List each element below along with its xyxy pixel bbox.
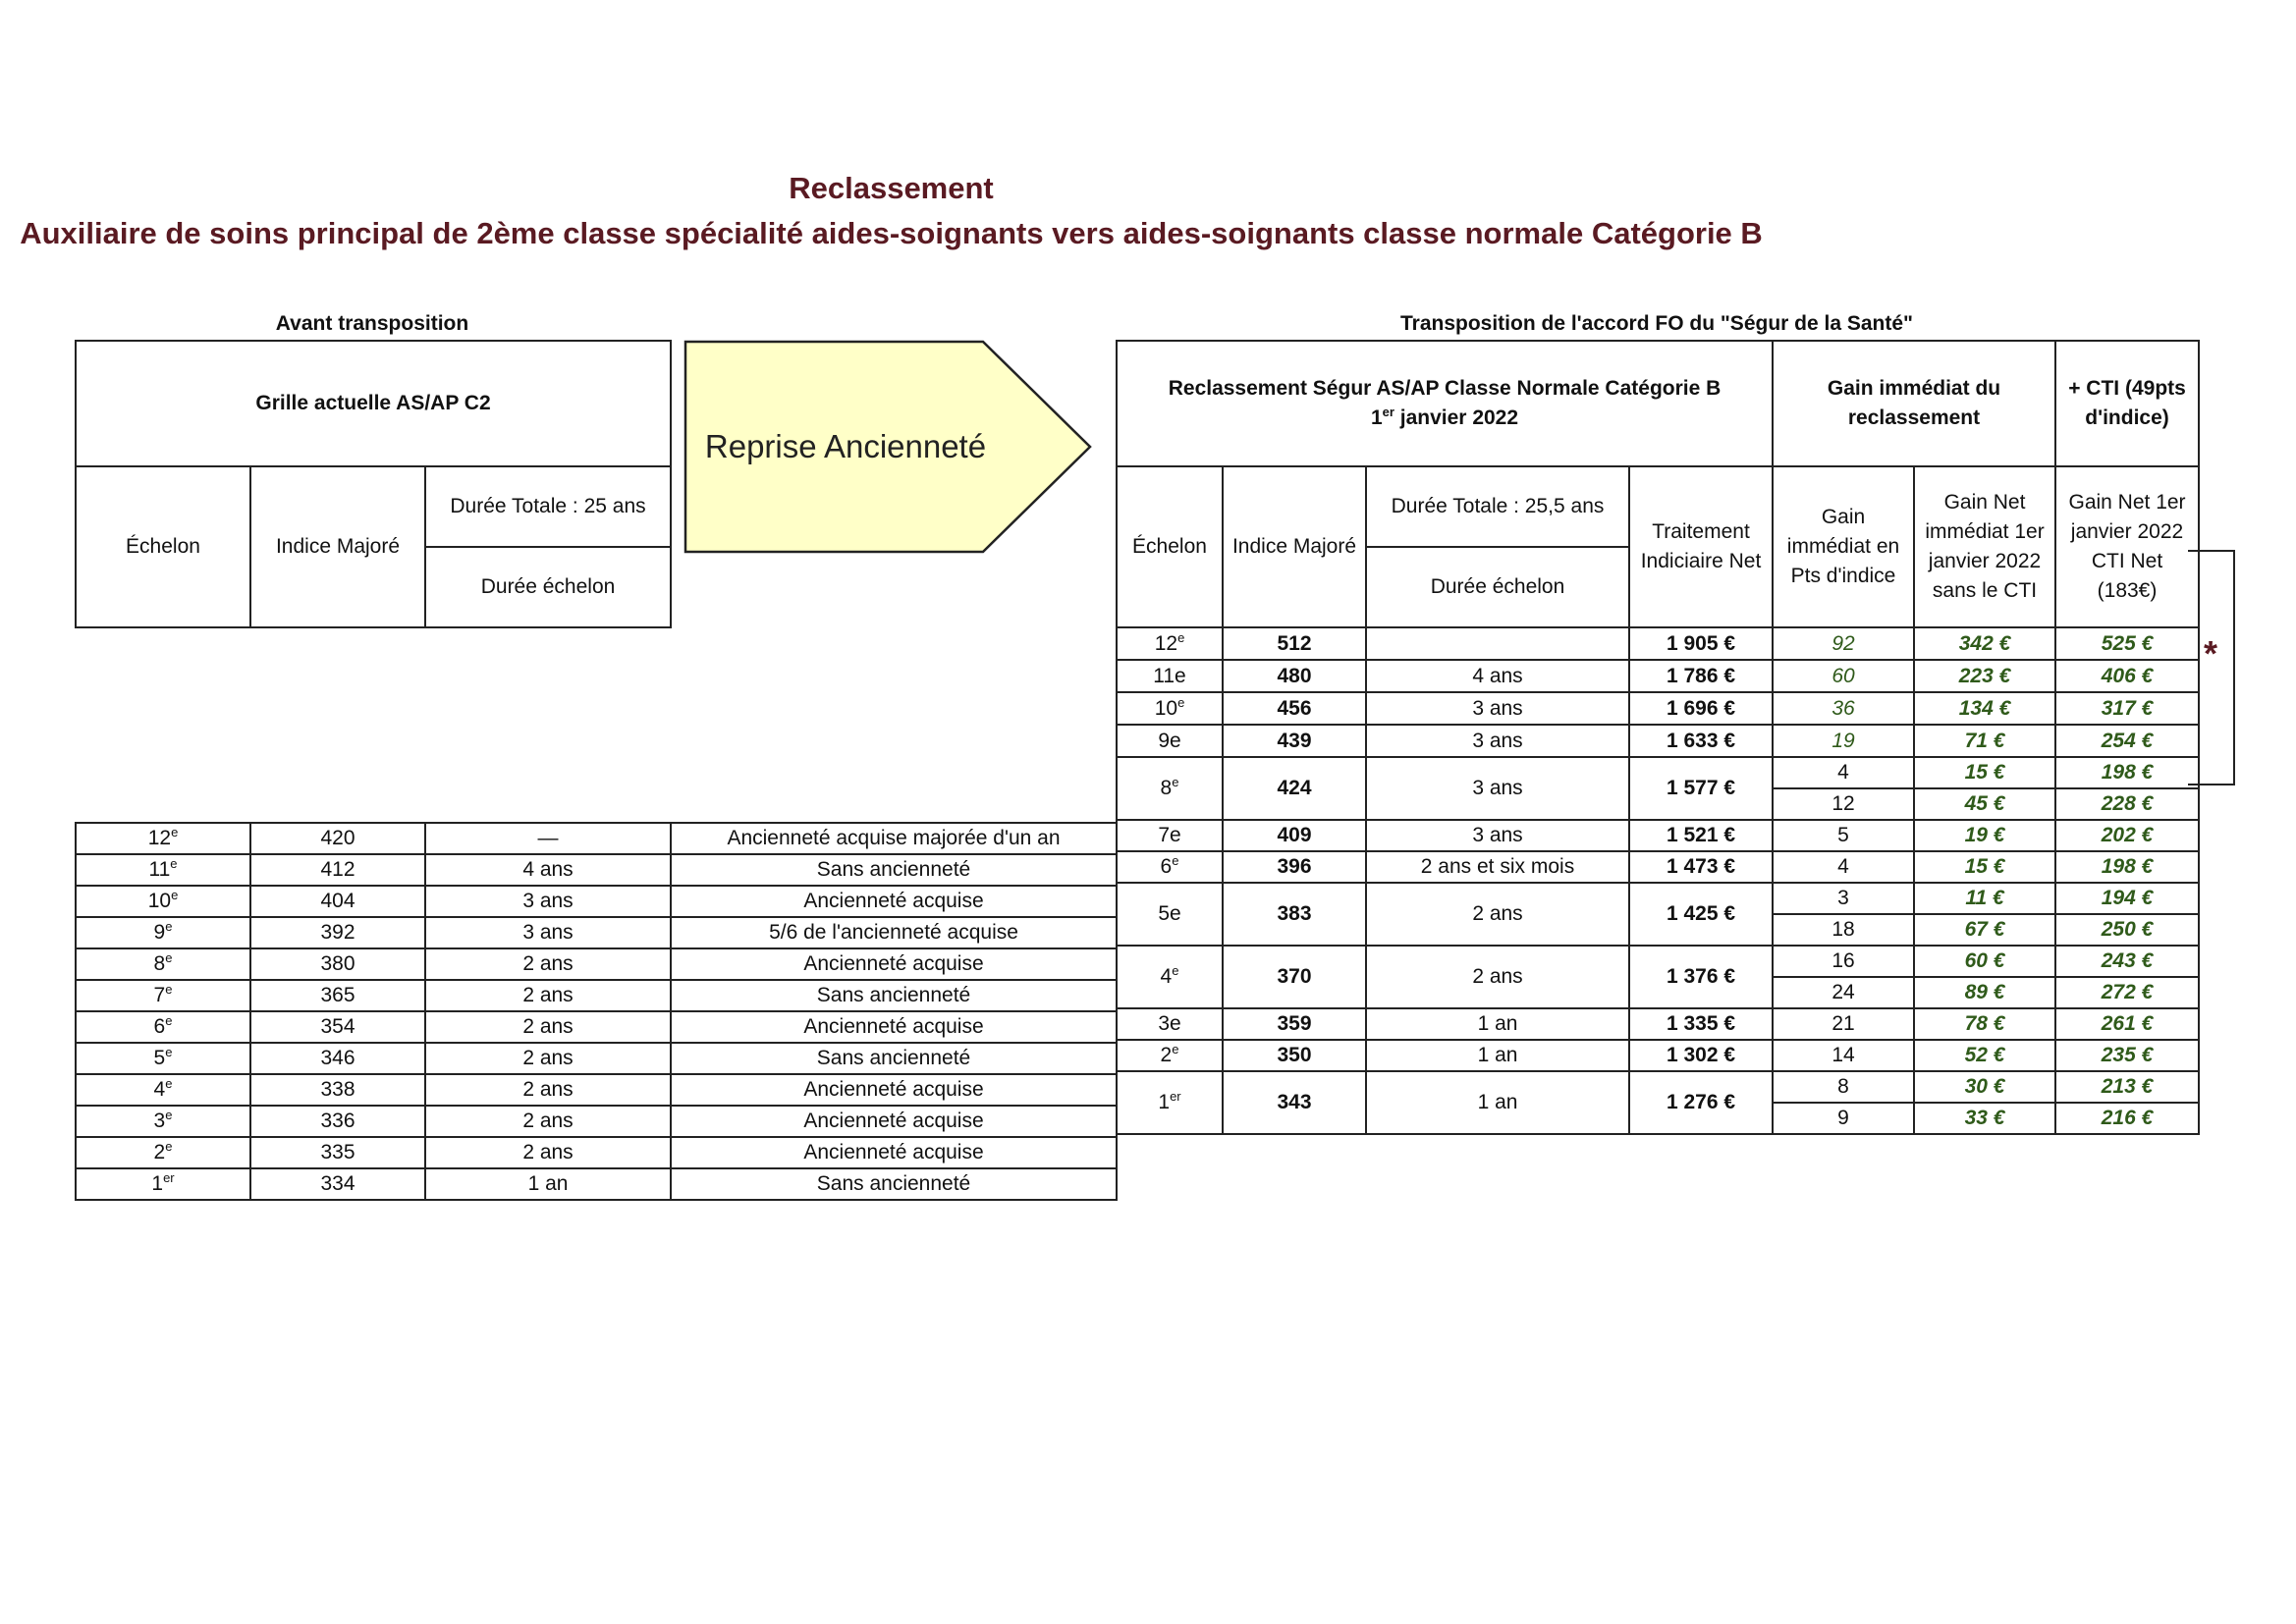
echelon-suffix: e [1172,963,1179,978]
echelon-suffix: e [165,950,173,965]
reprise-cell: Ancienneté acquise [671,1106,1117,1137]
echelon-suffix: er [1170,1089,1181,1104]
duree-cell [1366,627,1629,660]
indice-cell: 420 [250,823,425,854]
reprise-cell: Ancienneté acquise [671,948,1117,980]
table-row [76,980,1117,1011]
duree-cell: 3 ans [1366,692,1629,725]
duree-cell: 2 ans [1366,946,1629,1008]
indice-cell: 512 [1223,627,1366,660]
gain-cti-cell: 317 € [2055,692,2199,725]
table-row [76,886,1117,917]
echelon-cell [76,1043,250,1074]
echelon-number: 1 [1158,1091,1171,1113]
gain-net-cell: 30 € [1914,1071,2055,1103]
echelon-cell [76,823,250,854]
echelon-suffix: e [171,825,179,839]
echelon-suffix: e [165,1045,173,1059]
group-reclassement-num: 1 [1370,406,1383,429]
traitement-cell: 1 473 € [1629,851,1773,883]
echelon-suffix: e [1172,853,1179,868]
table-row [76,917,1117,948]
echelon-number: 3e [1158,1012,1181,1035]
echelon-number: 4 [1160,965,1173,988]
echelon-cell [1117,820,1223,851]
echelon-number: 11 [148,858,171,881]
indice-cell: 343 [1223,1071,1366,1134]
gain-net-cell: 67 € [1914,914,2055,946]
traitement-cell: 1 577 € [1629,757,1773,820]
arrow-label: Reprise Ancienneté [704,428,987,464]
table-row [1117,1008,2199,1040]
gain-net-cell: 45 € [1914,788,2055,820]
traitement-cell: 1 302 € [1629,1040,1773,1071]
gain-net-cell: 15 € [1914,757,2055,788]
echelon-cell [76,886,250,917]
table-row [1117,820,2199,851]
group-cti: + CTI (49pts d'indice) [2055,341,2199,466]
grid-title: Grille actuelle AS/AP C2 [76,341,671,466]
duree-cell: 3 ans [425,886,671,917]
right-col-gain-net: Gain Net immédiat 1er janvier 2022 sans le CTI [1914,466,2055,627]
indice-cell: 335 [250,1137,425,1168]
echelon-cell [1117,1040,1223,1071]
echelon-number: 10 [1154,696,1178,720]
left-col-duree-echelon: Durée échelon [425,547,671,627]
gain-pts-cell: 8 [1773,1071,1914,1103]
echelon-number: 5 [153,1047,166,1069]
gain-cti-cell: 272 € [2055,977,2199,1008]
duree-cell: 1 an [1366,1040,1629,1071]
note-marker: * [2204,633,2218,674]
echelon-cell [76,1137,250,1168]
reprise-cell: Sans ancienneté [671,1043,1117,1074]
indice-cell: 346 [250,1043,425,1074]
echelon-number: 7 [153,984,166,1006]
echelon-number: 8 [1160,777,1173,799]
gain-cti-cell: 254 € [2055,725,2199,757]
gain-net-cell: 223 € [1914,660,2055,692]
reprise-cell: Sans ancienneté [671,980,1117,1011]
left-col-echelon: Échelon [76,466,250,627]
duree-cell: 3 ans [1366,757,1629,820]
reprise-cell: Ancienneté acquise [671,1137,1117,1168]
gain-pts-cell: 19 [1773,725,1914,757]
duree-cell: 2 ans et six mois [1366,851,1629,883]
indice-cell: 409 [1223,820,1366,851]
gain-net-cell: 89 € [1914,977,2055,1008]
table-row [76,1106,1117,1137]
reprise-cell: Ancienneté acquise [671,1074,1117,1106]
echelon-cell [1117,1071,1223,1134]
gain-cti-cell: 525 € [2055,627,2199,660]
duree-cell: 4 ans [425,854,671,886]
echelon-suffix: e [165,1108,173,1122]
gain-net-cell: 33 € [1914,1103,2055,1134]
echelon-suffix: e [1172,775,1179,789]
traitement-cell: 1 425 € [1629,883,1773,946]
gain-pts-cell: 92 [1773,627,1914,660]
duree-cell: 3 ans [425,917,671,948]
gain-pts-cell: 12 [1773,788,1914,820]
indice-cell: 350 [1223,1040,1366,1071]
duree-cell: 2 ans [425,1106,671,1137]
table-row [1117,851,2199,883]
duree-cell: — [425,823,671,854]
right-col-indice: Indice Majoré [1223,466,1366,627]
indice-cell: 365 [250,980,425,1011]
table-row [76,948,1117,980]
echelon-suffix: e [1172,1042,1179,1056]
reprise-cell: Ancienneté acquise [671,1011,1117,1043]
duree-cell: 2 ans [425,980,671,1011]
table-row [76,1011,1117,1043]
echelon-cell [1117,1008,1223,1040]
table-row [76,1074,1117,1106]
echelon-cell [1117,725,1223,757]
gain-net-cell: 15 € [1914,851,2055,883]
echelon-cell [1117,883,1223,946]
duree-cell: 1 an [1366,1071,1629,1134]
group-reclassement [1117,341,1773,466]
indice-cell: 338 [250,1074,425,1106]
table-row [76,1168,1117,1200]
gain-net-cell: 134 € [1914,692,2055,725]
echelon-number: 2 [153,1141,166,1164]
table-row [1117,757,2199,788]
duree-cell: 2 ans [425,948,671,980]
indice-cell: 359 [1223,1008,1366,1040]
echelon-number: 8 [153,952,166,975]
gain-cti-cell: 202 € [2055,820,2199,851]
indice-cell: 439 [1223,725,1366,757]
indice-cell: 336 [250,1106,425,1137]
gain-cti-cell: 194 € [2055,883,2199,914]
duree-cell: 1 an [1366,1008,1629,1040]
gain-pts-cell: 36 [1773,692,1914,725]
right-col-gain-cti: Gain Net 1er janvier 2022 CTI Net (183€) [2055,466,2199,627]
echelon-cell [76,917,250,948]
group-reclassement-line1: Reclassement Ségur AS/AP Classe Normale Catégorie B [1168,377,1722,400]
group-reclassement-rest: janvier 2022 [1394,406,1519,429]
echelon-suffix: e [165,1013,173,1028]
document-subtitle: Auxiliaire de soins principal de 2ème classe spécialité aides-soignants vers aides-soignants classe normale Catégorie B [20,216,1763,250]
echelon-cell [1117,851,1223,883]
traitement-cell: 1 696 € [1629,692,1773,725]
gain-net-cell: 71 € [1914,725,2055,757]
gain-pts-cell: 24 [1773,977,1914,1008]
right-col-duree-echelon: Durée échelon [1366,547,1629,627]
table-row [1117,883,2199,914]
table-row [76,823,1117,854]
gain-net-cell: 19 € [1914,820,2055,851]
gain-cti-cell: 213 € [2055,1071,2199,1103]
indice-cell: 370 [1223,946,1366,1008]
echelon-suffix: e [1177,694,1185,710]
table-row [1117,1071,2199,1103]
indice-cell: 354 [250,1011,425,1043]
indice-cell: 424 [1223,757,1366,820]
gain-pts-cell: 4 [1773,851,1914,883]
indice-cell: 396 [1223,851,1366,883]
duree-cell: 3 ans [1366,725,1629,757]
echelon-cell [1117,946,1223,1008]
gain-cti-cell: 406 € [2055,660,2199,692]
gain-pts-cell: 18 [1773,914,1914,946]
gain-cti-cell: 198 € [2055,757,2199,788]
table-row [76,854,1117,886]
reprise-cell: Ancienneté acquise [671,886,1117,917]
duree-cell: 2 ans [1366,883,1629,946]
table-row [1117,1040,2199,1071]
duree-cell: 4 ans [1366,660,1629,692]
right-section-label: Transposition de l'accord FO du "Ségur de la Santé" [1399,312,1913,335]
echelon-cell [76,1011,250,1043]
left-header-table [75,340,672,628]
echelon-suffix: e [1177,629,1185,645]
reprise-cell: 5/6 de l'ancienneté acquise [671,917,1117,948]
right-col-gain-pts: Gain immédiat en Pts d'indice [1773,466,1914,627]
left-col-duree-totale: Durée Totale : 25 ans [425,466,671,547]
table-row [76,1043,1117,1074]
echelon-suffix: e [165,982,173,997]
gain-pts-cell: 16 [1773,946,1914,977]
gain-pts-cell: 14 [1773,1040,1914,1071]
duree-cell: 3 ans [1366,820,1629,851]
echelon-cell [76,980,250,1011]
left-col-indice: Indice Majoré [250,466,425,627]
traitement-cell: 1 376 € [1629,946,1773,1008]
duree-cell: 2 ans [425,1011,671,1043]
echelon-number: 10 [147,890,172,912]
echelon-number: 7e [1158,824,1181,846]
echelon-cell [1117,757,1223,820]
traitement-cell: 1 276 € [1629,1071,1773,1134]
gain-cti-cell: 216 € [2055,1103,2199,1134]
indice-cell: 412 [250,854,425,886]
indice-cell: 334 [250,1168,425,1200]
echelon-cell [76,1074,250,1106]
echelon-number: 1 [151,1172,164,1195]
indice-cell: 392 [250,917,425,948]
echelon-number: 5e [1158,902,1181,925]
group-gain: Gain immédiat du reclassement [1773,341,2055,466]
indice-cell: 480 [1223,660,1366,692]
right-col-duree-totale: Durée Totale : 25,5 ans [1366,466,1629,547]
echelon-suffix: e [165,919,173,934]
echelon-suffix: e [165,1139,173,1154]
echelon-cell [1117,627,1223,660]
echelon-number: 3 [153,1110,166,1132]
gain-pts-cell: 9 [1773,1103,1914,1134]
document-title: Reclassement [789,171,994,205]
right-table [1116,340,2200,1135]
gain-net-cell: 60 € [1914,946,2055,977]
right-col-traitement: Traitement Indiciaire Net [1629,466,1773,627]
duree-cell: 2 ans [425,1074,671,1106]
gain-cti-cell: 228 € [2055,788,2199,820]
echelon-cell [1117,660,1223,692]
left-data-table [75,822,1118,1201]
table-row [1117,725,2199,757]
echelon-number: 12 [1154,631,1178,655]
echelon-number: 9e [1158,729,1181,752]
table-row [1117,627,2199,660]
echelon-number: 12 [147,827,172,849]
gain-cti-cell: 235 € [2055,1040,2199,1071]
gain-pts-cell: 3 [1773,883,1914,914]
echelon-cell [1117,692,1223,725]
gain-pts-cell: 21 [1773,1008,1914,1040]
gain-pts-cell: 4 [1773,757,1914,788]
traitement-cell: 1 786 € [1629,660,1773,692]
echelon-number: 6 [153,1015,166,1038]
gain-net-cell: 52 € [1914,1040,2055,1071]
echelon-number: 9 [153,921,166,944]
traitement-cell: 1 633 € [1629,725,1773,757]
gain-net-cell: 78 € [1914,1008,2055,1040]
gain-cti-cell: 198 € [2055,851,2199,883]
echelon-cell [76,1106,250,1137]
duree-cell: 2 ans [425,1043,671,1074]
indice-cell: 383 [1223,883,1366,946]
indice-cell: 380 [250,948,425,980]
gain-pts-cell: 60 [1773,660,1914,692]
right-col-echelon: Échelon [1117,466,1223,627]
echelon-cell [76,948,250,980]
gain-pts-cell: 5 [1773,820,1914,851]
gain-cti-cell: 261 € [2055,1008,2199,1040]
gain-net-cell: 11 € [1914,883,2055,914]
echelon-suffix: e [165,1076,173,1091]
duree-cell: 2 ans [425,1137,671,1168]
table-row [1117,946,2199,977]
traitement-cell: 1 521 € [1629,820,1773,851]
traitement-cell: 1 905 € [1629,627,1773,660]
left-section-label: Avant transposition [275,312,469,335]
traitement-cell: 1 335 € [1629,1008,1773,1040]
echelon-suffix: er [163,1170,175,1185]
echelon-number: 6 [1160,855,1173,878]
table-row [76,1137,1117,1168]
gain-cti-cell: 243 € [2055,946,2199,977]
indice-cell: 456 [1223,692,1366,725]
echelon-suffix: e [170,856,178,871]
indice-cell: 404 [250,886,425,917]
group-reclassement-sup: er [1382,405,1394,419]
reprise-cell: Sans ancienneté [671,1168,1117,1200]
echelon-cell [76,1168,250,1200]
gain-net-cell: 342 € [1914,627,2055,660]
echelon-number: 2 [1160,1044,1173,1066]
duree-cell: 1 an [425,1168,671,1200]
reprise-cell: Sans ancienneté [671,854,1117,886]
reprise-cell: Ancienneté acquise majorée d'un an [671,823,1117,854]
echelon-number: 11e [1153,664,1186,687]
table-row [1117,660,2199,692]
gain-cti-cell: 250 € [2055,914,2199,946]
echelon-suffix: e [171,888,179,902]
echelon-cell [76,854,250,886]
table-row [1117,692,2199,725]
echelon-number: 4 [153,1078,166,1101]
